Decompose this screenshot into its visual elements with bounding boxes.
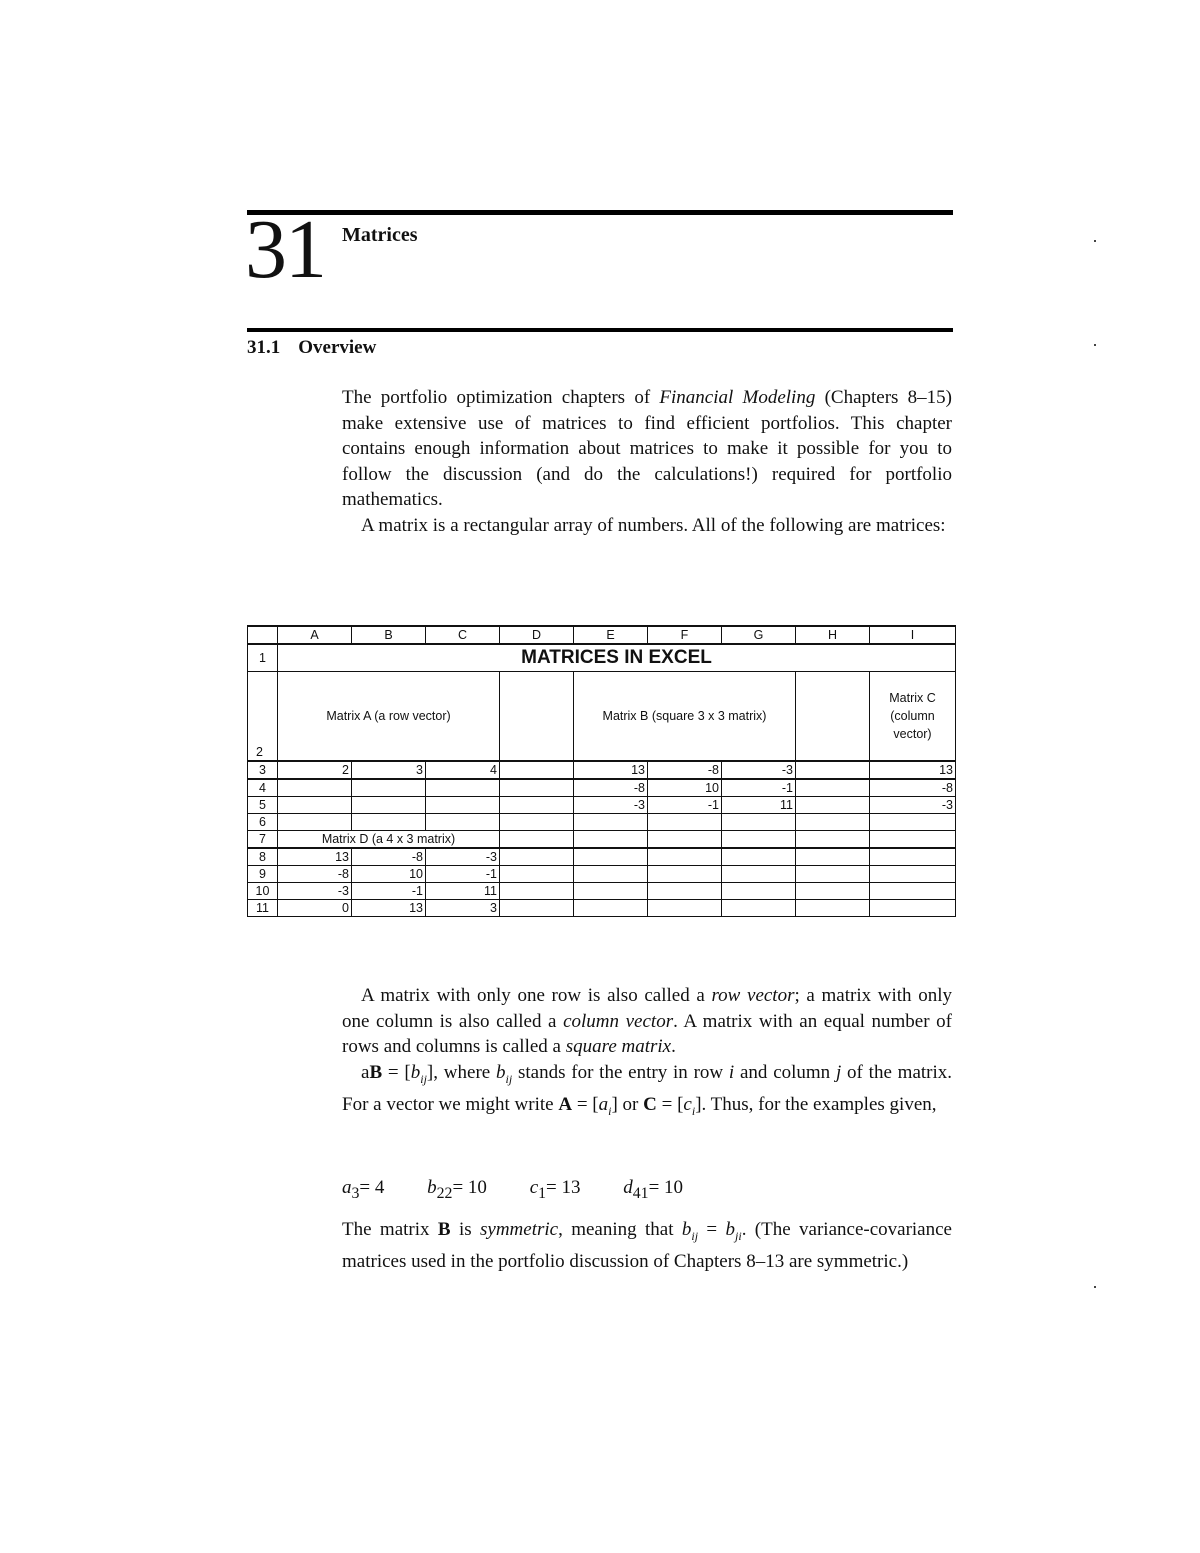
cell [796,761,870,779]
sheet-row [248,831,956,849]
cell [870,883,956,900]
row-number: 6 [248,814,278,831]
matrix-b-cell: -1 [722,779,796,797]
sheet-row [248,797,956,814]
matrix-c-label: Matrix C (column vector) [870,672,956,762]
cell [870,814,956,831]
matrix-c-cell: -8 [870,779,956,797]
cell [426,779,500,797]
column-header-row [248,626,956,644]
matrix-b-cell: -8 [574,779,648,797]
cell [648,866,722,883]
cell [796,797,870,814]
matrix-c-cell: -3 [870,797,956,814]
sheet-row [248,900,956,917]
matrix-b-cell: 13 [574,761,648,779]
sheet-row [248,883,956,900]
example-c1: $c_1= 13$ [529,1177,581,1202]
sheet-row [248,814,956,831]
cell [352,779,426,797]
matrix-b-cell: 10 [648,779,722,797]
example-b22: $b_{22}= 10$ [427,1177,487,1202]
row-number: 11 [248,900,278,917]
matrix-d-cell: 13 [278,848,352,866]
cell [574,883,648,900]
cell [500,761,574,779]
margin-mark [1094,240,1096,242]
column-header: B [352,626,426,644]
cell [574,831,648,849]
row-number: 1 [248,644,278,672]
cell [648,900,722,917]
cell [500,797,574,814]
cell [722,900,796,917]
column-header: D [500,626,574,644]
row-number: 5 [248,797,278,814]
matrix-b-cell: -3 [722,761,796,779]
row-number: 9 [248,866,278,883]
cell [352,814,426,831]
chapter-top-rule [247,210,953,215]
sheet-row [248,866,956,883]
section-heading [247,337,376,359]
body-text [342,983,952,1125]
symmetric-text [342,1217,952,1275]
matrix-d-cell: -8 [352,848,426,866]
column-header: H [796,626,870,644]
cell [722,866,796,883]
matrix-d-cell: 3 [426,900,500,917]
cell [796,814,870,831]
intro-text [342,385,952,539]
column-header: C [426,626,500,644]
cell [796,900,870,917]
cell [870,848,956,866]
examples-line [342,1177,721,1203]
cell [278,814,352,831]
body-paragraph-3: The matrix B is symmetric, meaning that $b_{ij} = b_{ji}$. (The variance-covariance matrices used in the portfolio discussion of Chapters 8–13 are symmetric.) [342,1219,952,1273]
cell [500,866,574,883]
row-number: 2 [248,672,278,762]
cell [574,848,648,866]
margin-mark [1094,344,1096,346]
example-d41: $d_{41}= 10$ [623,1177,684,1202]
cell [870,866,956,883]
intro-paragraph-1: The portfolio optimization chapters of Financial Modeling (Chapters 8–15) make extensive use of matrices to find efficient portfolios. This chapter contains enough information about matrices to make it possible for you to follow the discussion (and do the calculations!) required for portfolio mathematics. [342,387,952,511]
matrix-a-cell: 2 [278,761,352,779]
row-number: 4 [248,779,278,797]
matrix-a-cell: 4 [426,761,500,779]
matrix-d-cell: -1 [426,866,500,883]
matrix-b-cell: -8 [648,761,722,779]
column-header: E [574,626,648,644]
sheet-row [248,672,956,762]
cell [648,883,722,900]
book-title: Financial Modeling [659,387,816,408]
cell [500,814,574,831]
section-rule [247,328,953,332]
cell [500,672,574,762]
intro-paragraph-2: A matrix is a rectangular array of numbers. All of the following are matrices: [361,514,946,536]
cell [500,883,574,900]
spreadsheet-matrices [247,625,956,917]
sheet-row [248,644,956,672]
matrix-b-label: Matrix B (square 3 x 3 matrix) [574,672,796,762]
cell [722,848,796,866]
cell [574,814,648,831]
matrix-d-cell: 11 [426,883,500,900]
matrix-b-cell: 11 [722,797,796,814]
cell [796,883,870,900]
matrix-d-cell: 13 [352,900,426,917]
column-header: F [648,626,722,644]
cell [870,900,956,917]
row-number: 7 [248,831,278,849]
cell [722,831,796,849]
column-header: I [870,626,956,644]
cell [500,779,574,797]
cell [796,779,870,797]
cell [574,900,648,917]
row-number: 8 [248,848,278,866]
matrix-d-cell: -1 [352,883,426,900]
body-paragraph-1: A matrix with only one row is also called a row vector; a matrix with only one column is also called a column vector. A matrix with an equal number of rows and columns is called a square matrix. [342,985,952,1058]
cell [426,797,500,814]
cell [500,848,574,866]
cell [796,672,870,762]
matrix-b-cell: -1 [648,797,722,814]
chapter-number: 31 [245,203,325,296]
matrix-b-cell: -3 [574,797,648,814]
cell [352,797,426,814]
example-a3: $a_3= 4$ [342,1177,385,1202]
sheet-row [248,779,956,797]
column-header: G [722,626,796,644]
matrix-a-cell: 3 [352,761,426,779]
cell [648,814,722,831]
matrix-d-cell: 10 [352,866,426,883]
cell [278,797,352,814]
cell [796,866,870,883]
sheet-title: MATRICES IN EXCEL [278,644,956,672]
cell [278,779,352,797]
matrix-d-cell: 0 [278,900,352,917]
cell [648,831,722,849]
cell [722,814,796,831]
cell [870,831,956,849]
cell [648,848,722,866]
cell [796,831,870,849]
matrix-c-cell: 13 [870,761,956,779]
row-number: 10 [248,883,278,900]
column-header: A [278,626,352,644]
cell [500,900,574,917]
row-number: 3 [248,761,278,779]
cell [796,848,870,866]
sheet-row [248,848,956,866]
cell [500,831,574,849]
corner-cell [248,626,278,644]
matrix-a-label: Matrix A (a row vector) [278,672,500,762]
matrix-d-cell: -8 [278,866,352,883]
matrix-d-cell: -3 [278,883,352,900]
cell [426,814,500,831]
sheet-row [248,761,956,779]
section-title: Overview [298,337,377,358]
chapter-title: Matrices [342,224,418,246]
margin-mark [1094,1286,1096,1288]
cell [574,866,648,883]
section-number: 31.1 [247,337,281,358]
matrix-d-cell: -3 [426,848,500,866]
body-paragraph-2: aB = $[b_{ij}]$, where $b_{ij}$ stands for the entry in row i and column j of the matrix. For a vector we might write $A = [a_i]$ or $C = [c_i]$. Thus, for the examples given, [342,1061,953,1118]
matrix-d-label: Matrix D (a 4 x 3 matrix) [278,831,500,849]
cell [722,883,796,900]
